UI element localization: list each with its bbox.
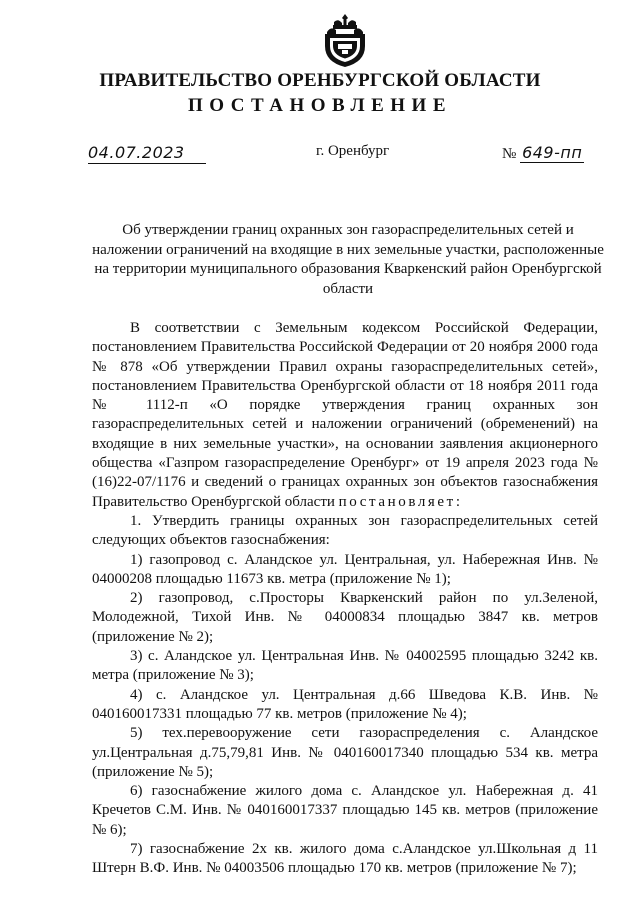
list-item: 4) с. Аландское ул. Центральная д.66 Шведова К.В. Инв. № 040160017331 площадью 77 кв. метров (приложение № 4); (92, 686, 598, 722)
resolves-word: постановляет: (338, 493, 463, 510)
preamble-text: В соответствии с Земельным кодексом Российской Федерации, постановлением Правительства Российской Федерации от 20 ноября 2000 года № 878 «Об утверждении Правил охраны газораспределительных сетей», постановлением Правительства Оренбургской области от 18 ноября 2011 года № 1112-п «О порядке утверждения границ охранных зон газораспределительных сетей и наложении ограничений (обременений) на входящие в них земельные участки», на основании заявления акционерного общества «Газпром газораспределение Оренбург» от 19 апреля 2023 года № (16)22-07/1176 и сведений о границах охранных зон объектов газоснабжения Правительство Оренбургской области (92, 320, 598, 510)
date-handwritten: 04.07.2023 (88, 143, 185, 162)
government-name: ПРАВИТЕЛЬСТВО ОРЕНБУРГСКОЙ ОБЛАСТИ (99, 70, 541, 91)
list-item: 1) газопровод с. Аландское ул. Центральная, ул. Набережная Инв. № 04000208 площадью 11673 кв. метра (приложение № 1); (92, 551, 598, 587)
number-handwritten: 649-пп (522, 143, 583, 162)
document-type: ПОСТАНОВЛЕНИЕ (187, 95, 453, 116)
list-item: 3) с. Аландское ул. Центральная Инв. № 04002595 площадью 3242 кв. метра (приложение № 3); (92, 648, 598, 684)
coat-of-arms-emblem (322, 12, 368, 68)
list-item: 5) тех.перевооружение сети газораспределения с. Аландское ул.Центральная д.75,79,81 Инв. № 040160017340 площадью 534 кв. метра (приложение № 5); (92, 725, 598, 780)
preamble (92, 319, 598, 512)
document-body (92, 319, 598, 879)
list-item: 6) газоснабжение жилого дома с. Аландское ул. Набережная д. 41 Кречетов С.М. Инв. № 040160017337 площадью 145 кв. метров (приложение № 6); (92, 783, 598, 838)
city: г. Оренбург (316, 143, 390, 159)
document-subject: Об утверждении границ охранных зон газораспределительных сетей и наложении ограничений на входящие в них земельные участки, расположенные на территории муниципального образования Кваркенский район Оренбургской области (92, 222, 604, 297)
document-number (502, 143, 584, 163)
list-item: 1. Утвердить границы охранных зон газораспределительных сетей следующих объектов газоснабжения: (92, 512, 598, 549)
list-item: 2) газопровод, с.Просторы Кваркенский район по ул.Зеленой, Молодежной, Тихой Инв. № 04000834 площадью 3847 кв. метров (приложение № 2); (92, 590, 598, 645)
number-sign: № (502, 146, 517, 162)
document-date (88, 143, 206, 164)
list-item: 7) газоснабжение 2х кв. жилого дома с.Аландское ул.Школьная д 11 Штерн В.Ф. Инв. № 04003506 площадью 170 кв. метров (приложение № 7); (92, 841, 598, 877)
